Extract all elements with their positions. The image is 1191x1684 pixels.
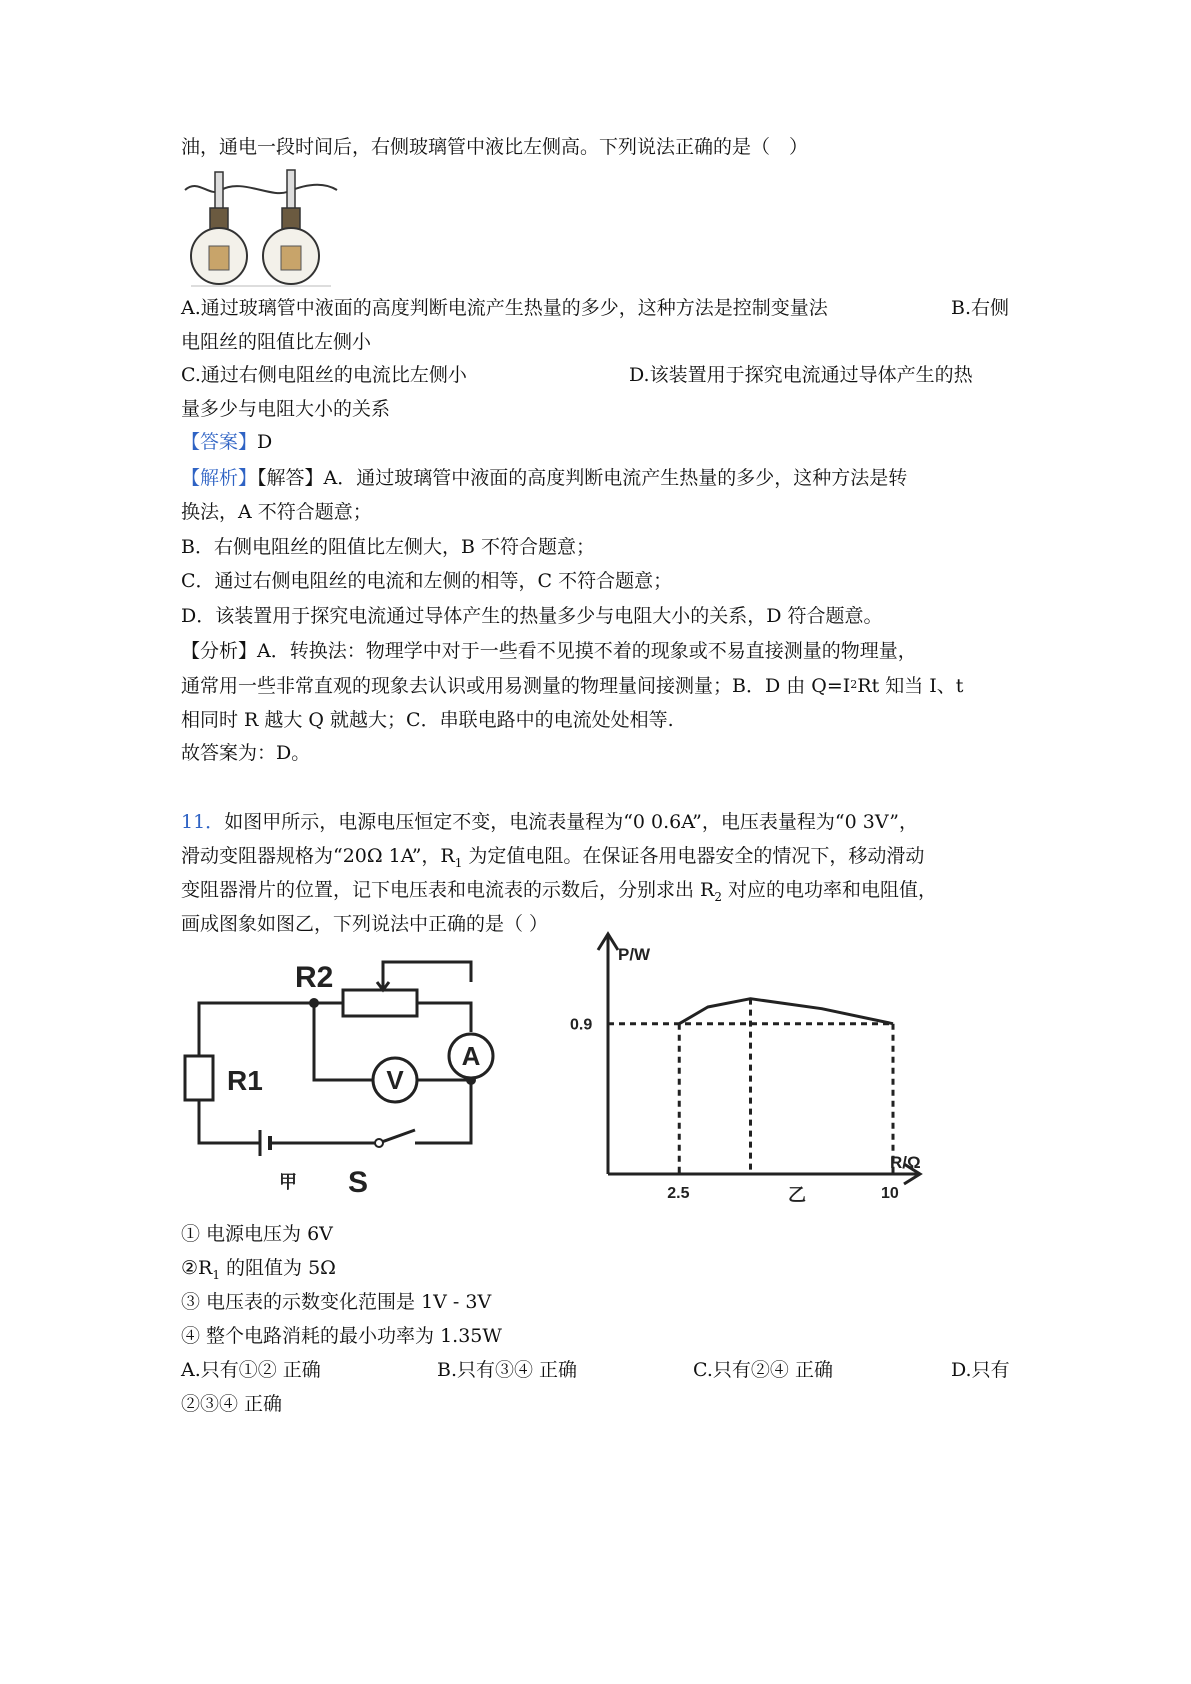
left-glass-tube xyxy=(215,172,223,212)
circuit-caption: 甲 xyxy=(279,1172,297,1192)
joule-heating-apparatus-figure xyxy=(181,168,341,290)
q11-option-d-start[interactable]: D.只有 xyxy=(951,1359,1010,1381)
q10-answer-row xyxy=(181,430,272,454)
q10-solution-row-1 xyxy=(181,466,907,490)
q11-stem-line-2: 滑动变阻器规格为“20Ω 1A”，$R_1$ 为定值电阻。在保证各用电器安全的情况下，移动滑动 xyxy=(181,845,925,870)
fenxi-line-3: 相同时 R 越大 Q 就越大；C．串联电路中的电流处处相等. xyxy=(181,709,674,731)
right-glass-tube xyxy=(287,170,295,212)
q10-option-c[interactable]: C.通过右侧电阻丝的电流比左侧小 xyxy=(181,364,467,386)
statement-4: ④ 整个电路消耗的最小功率为 1.35W xyxy=(181,1325,502,1347)
q11-stem-line-3: 变阻器滑片的位置，记下电压表和电流表的示数后，分别求出 $R_2$ 对应的电功率和电阻值， xyxy=(181,879,938,904)
y-axis-label: P/W xyxy=(618,945,651,964)
q11-option-d-end[interactable]: ②③④ 正确 xyxy=(181,1393,283,1415)
ammeter-label: A xyxy=(461,1041,481,1071)
solution-line-2: 换法，A 不符合题意； xyxy=(181,501,372,523)
solution-line-1: 【解答】A．通过玻璃管中液面的高度判断电流产生热量的多少，这种方法是转 xyxy=(257,467,908,489)
fenxi-line-1: 【分析】A．转换法：物理学中对于一些看不见摸不着的现象或不易直接测量的物理量， xyxy=(181,640,917,662)
r2-label: R2 xyxy=(295,961,334,994)
statement-3: ③ 电压表的示数变化范围是 1V - 3V xyxy=(181,1291,492,1313)
voltmeter-label: V xyxy=(386,1065,404,1095)
q11-stem-line-1: 11．如图甲所示，电源电压恒定不变，电流表量程为“0 0.6A”，电压表量程为“0 3V”， xyxy=(181,811,918,833)
chart-caption: 乙 xyxy=(788,1185,806,1205)
q11-option-a[interactable]: A.只有①② 正确 xyxy=(181,1359,321,1381)
power-curve xyxy=(679,999,893,1024)
power-resistance-graph xyxy=(570,928,940,1214)
q10-option-d-start[interactable]: D.该装置用于探究电流通过导体产生的热 xyxy=(629,364,973,386)
x-axis-label: R/Ω xyxy=(890,1153,921,1172)
solution-line-4: C．通过右侧电阻丝的电流和左侧的相等，C 不符合题意； xyxy=(181,570,673,592)
solution-line-3: B．右侧电阻丝的阻值比左侧大，B 不符合题意； xyxy=(181,536,595,558)
r2-resistor xyxy=(343,990,417,1016)
q11-option-b[interactable]: B.只有③④ 正确 xyxy=(437,1359,578,1381)
q10-stem-tail: 油，通电一段时间后，右侧玻璃管中液比左侧高。下列说法正确的是（ ） xyxy=(181,136,809,158)
q10-option-b-start[interactable]: B.右侧 xyxy=(951,297,1010,319)
final-answer-line: 故答案为：D。 xyxy=(181,742,311,764)
x-tick-label-1: 10 xyxy=(881,1185,899,1202)
r1-resistor xyxy=(185,1056,213,1100)
q10-option-a[interactable]: A.通过玻璃管中液面的高度判断电流产生热量的多少，这种方法是控制变量法 xyxy=(181,297,828,319)
statement-2: $②R_1$ 的阻值为 5Ω xyxy=(181,1257,336,1282)
q10-option-b-end[interactable]: 电阻丝的阻值比左侧小 xyxy=(181,331,372,353)
fenxi-line-2: 通常用一些非常直观的现象去认识或用易测量的物理量间接测量；B．D 由 $Q=I^2Rt$ 知当 I、t xyxy=(181,675,964,697)
apparatus-wire xyxy=(185,185,337,193)
q11-stem-line-4: 画成图象如图乙，下列说法中正确的是（ ） xyxy=(181,913,549,935)
r2-slider-arrow xyxy=(377,972,389,990)
q11-option-c[interactable]: C.只有②④ 正确 xyxy=(693,1359,833,1381)
r1-label: R1 xyxy=(227,1065,263,1096)
statement-1: ① 电源电压为 6V xyxy=(181,1223,333,1245)
solution-line-5: D．该装置用于探究电流通过导体产生的热量多少与电阻大小的关系，D 符合题意。 xyxy=(181,605,883,627)
q11-number: 11． xyxy=(181,811,225,833)
q10-option-a-row xyxy=(181,296,828,320)
answer-tag: 【答案】 xyxy=(181,431,258,453)
x-tick-label-0: 2.5 xyxy=(667,1185,690,1202)
q10-option-d-end[interactable]: 量多少与电阻大小的关系 xyxy=(181,398,391,420)
answer-value: D xyxy=(257,431,273,453)
left-resistance-wire xyxy=(209,246,229,270)
circuit-diagram xyxy=(183,952,543,1214)
switch-label: S xyxy=(348,1166,369,1199)
y-tick-label-0: 0.9 xyxy=(570,1016,593,1034)
right-resistance-wire xyxy=(281,246,301,270)
analysis-tag: 【解析】 xyxy=(181,467,258,489)
